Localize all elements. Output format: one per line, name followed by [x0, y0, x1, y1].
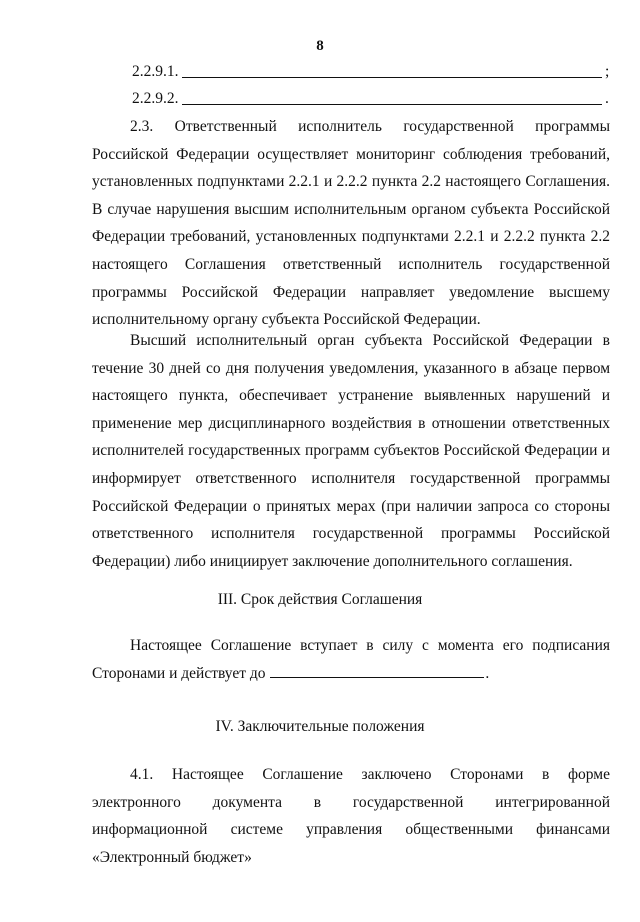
blank-item-2-2-9-1: [132, 62, 612, 82]
blank-item-terminator: .: [605, 90, 609, 107]
section-3-heading: III. Срок действия Соглашения: [217, 591, 423, 608]
paragraph-supreme-body: Высший исполнительный орган субъекта Российской Федерации в течение 30 дней со дня получения уведомления, указанного в абзаце первом настоящего пункта, обеспечивает устранение выявленных нарушений и применение мер дисциплинарного воздействия в отношении ответственных исполнителей государственных программ субъектов Российской Федерации и информирует ответственного исполнителя государственной программы Российской Федерации о принятых мерах (при наличии запроса со стороны ответственного исполнителя государственной программы Российской Федерации) либо инициирует заключение дополнительного соглашения.: [92, 332, 610, 570]
term-text: Настоящее Соглашение вступает в силу с момента его подписания Сторонами и действует до: [92, 637, 610, 682]
blank-item-number: 2.2.9.1.: [132, 63, 179, 80]
paragraph-term: [92, 632, 610, 687]
blank-item-terminator: ;: [605, 63, 610, 80]
blank-item-2-2-9-2: [132, 89, 612, 109]
fill-in-line: [270, 663, 484, 678]
blank-item-number: 2.2.9.2.: [132, 90, 179, 107]
term-terminator: .: [485, 664, 490, 682]
fill-in-line: [182, 77, 602, 78]
page-number: 8: [316, 38, 324, 54]
fill-in-line: [182, 104, 602, 105]
paragraph-2-3: 2.3. Ответственный исполнитель государственной программы Российской Федерации осуществляет мониторинг соблюдения требований, установленных подпунктами 2.2.1 и 2.2.2 пункта 2.2 настоящего Соглашения. В случае нарушения высшим исполнительным органом субъекта Российской Федерации требований, установленных подпунктами 2.2.1 и 2.2.2 пункта 2.2 настоящего Соглашения ответственный исполнитель государственной программы Российской Федерации направляет уведомление высшему исполнительному органу субъекта Российской Федерации.: [92, 118, 610, 329]
paragraph-4-1: 4.1. Настоящее Соглашение заключено Сторонами в форме электронного документа в государственной интегрированной информационной системе управления общественными финансами «Электронный бюджет»: [92, 766, 610, 866]
section-4-heading: IV. Заключительные положения: [215, 718, 425, 735]
